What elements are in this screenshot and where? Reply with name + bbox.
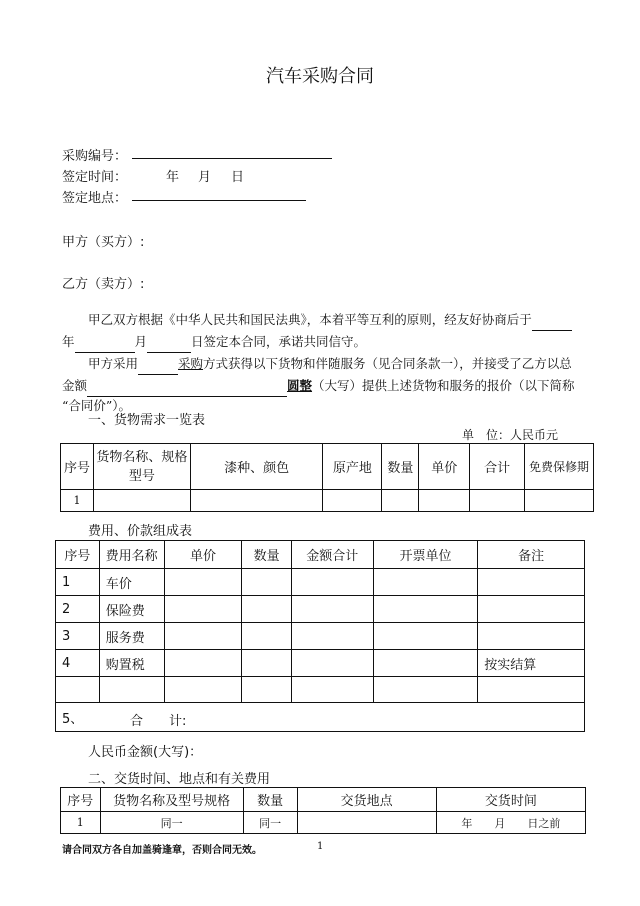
fees-cell[interactable] — [373, 569, 478, 596]
sign-month-blank[interactable] — [75, 338, 135, 353]
fees-col-amount: 金额合计 — [291, 541, 373, 569]
delivery-col-time: 交货时间 — [436, 788, 585, 812]
fees-cell[interactable] — [373, 596, 478, 623]
fees-total-no: 5、 — [62, 711, 84, 727]
fees-cell[interactable] — [373, 623, 478, 650]
section-2-title: 二、交货时间、地点和有关费用 — [88, 772, 271, 787]
fees-cell[interactable] — [242, 596, 291, 623]
goods-cell[interactable] — [190, 490, 323, 512]
delivery-cell: 同一 — [100, 812, 243, 834]
paragraph-1-text: 甲乙双方根据《中华人民共和国民法典》，本着平等互利的原则，经友好协商后于 — [88, 312, 532, 327]
goods-col-paint: 漆种、颜色 — [190, 444, 323, 490]
goods-col-no: 序号 — [61, 444, 94, 490]
fees-cell[interactable] — [373, 650, 478, 677]
purchase-method-blank[interactable] — [138, 360, 178, 375]
purchase-no-label: 采购编号： — [62, 149, 128, 164]
fees-total-cell — [56, 703, 585, 732]
fees-cell — [99, 677, 164, 703]
sign-date-day: 日 — [231, 170, 245, 185]
paragraph-4: “合同价”）。 — [62, 398, 132, 413]
sign-place-label: 签定地点： — [62, 191, 128, 206]
table-row — [56, 569, 585, 596]
goods-cell[interactable] — [525, 490, 594, 512]
fees-cell — [56, 677, 100, 703]
fees-cell[interactable] — [478, 596, 585, 623]
section-1-title: 一、货物需求一览表 — [88, 413, 206, 428]
table-row — [61, 812, 586, 834]
party-b-label: 乙方（卖方）: — [62, 277, 145, 292]
fees-cell: 1 — [56, 569, 100, 596]
fees-col-price: 单价 — [164, 541, 242, 569]
table-row — [56, 623, 585, 650]
fees-cell[interactable] — [291, 596, 373, 623]
table-row — [56, 650, 585, 677]
goods-table — [60, 443, 594, 512]
fees-cell: 车价 — [99, 569, 164, 596]
delivery-cell[interactable] — [297, 812, 436, 834]
p1-month: 月 — [134, 334, 148, 349]
goods-col-warranty: 免费保修期 — [525, 444, 594, 490]
page-title: 汽车采购合同 — [266, 66, 374, 87]
delivery-col-place: 交货地点 — [297, 788, 436, 812]
fees-cell[interactable] — [291, 677, 373, 703]
fees-cell[interactable] — [164, 650, 242, 677]
p1-rest: 日签定本合同，承诺共同信守。 — [191, 334, 367, 349]
fees-col-invoice: 开票单位 — [373, 541, 478, 569]
p3-text-a: 金额 — [62, 378, 88, 393]
delivery-col-no: 序号 — [61, 788, 101, 812]
p1-year: 年 — [62, 334, 75, 349]
goods-col-total: 合计 — [470, 444, 525, 490]
sign-year-blank[interactable] — [532, 316, 572, 331]
fees-cell: 2 — [56, 596, 100, 623]
fees-cell: 服务费 — [99, 623, 164, 650]
goods-col-name: 货物名称、规格型号 — [93, 444, 190, 490]
delivery-cell: 1 — [61, 812, 101, 834]
sign-date-month: 月 — [198, 170, 212, 185]
fees-cell[interactable] — [242, 623, 291, 650]
fees-cell[interactable] — [291, 569, 373, 596]
fees-cell[interactable] — [242, 569, 291, 596]
table-row — [61, 490, 594, 512]
goods-cell[interactable] — [382, 490, 419, 512]
sign-date-label: 签定时间： — [62, 170, 128, 185]
paragraph-1 — [62, 309, 582, 331]
paragraph-2 — [62, 353, 602, 375]
fees-cell[interactable] — [291, 650, 373, 677]
goods-table-header — [61, 444, 594, 490]
goods-cell: 1 — [61, 490, 94, 512]
fees-cell[interactable] — [478, 677, 585, 703]
fees-cell[interactable] — [478, 623, 585, 650]
fees-col-no: 序号 — [56, 541, 100, 569]
fees-cell: 4 — [56, 650, 100, 677]
fees-cell[interactable] — [373, 677, 478, 703]
fees-cell[interactable]: 按实结算 — [478, 650, 585, 677]
goods-col-origin: 原产地 — [323, 444, 382, 490]
sign-date-year: 年 — [166, 170, 180, 185]
fees-cell[interactable] — [164, 677, 242, 703]
fees-col-remark: 备注 — [478, 541, 585, 569]
fees-cell[interactable] — [164, 623, 242, 650]
fees-cell[interactable] — [478, 569, 585, 596]
table-row — [56, 596, 585, 623]
p2-text-b: 采购 — [178, 356, 204, 371]
table-row — [56, 677, 585, 703]
p3-text-c: （大写）提供上述货物和服务的报价（以下简称 — [312, 378, 575, 393]
fees-cell[interactable] — [164, 569, 242, 596]
fees-table — [55, 540, 585, 732]
delivery-cell: 同一 — [243, 812, 297, 834]
fees-col-qty: 数量 — [242, 541, 291, 569]
goods-col-price: 单价 — [419, 444, 470, 490]
paragraph-1b — [62, 331, 582, 353]
unit-note: 单 位：人民币元 — [462, 428, 559, 442]
delivery-cell[interactable]: 年 月 日之前 — [436, 812, 585, 834]
goods-col-qty: 数量 — [382, 444, 419, 490]
paragraph-3 — [62, 375, 602, 397]
fees-cell[interactable] — [242, 650, 291, 677]
delivery-col-qty: 数量 — [243, 788, 297, 812]
fees-cell: 保险费 — [99, 596, 164, 623]
p3-text-b: 圆整 — [287, 378, 313, 393]
fees-cell[interactable] — [164, 596, 242, 623]
fees-col-name: 费用名称 — [99, 541, 164, 569]
sign-day-blank[interactable] — [147, 338, 191, 353]
fees-cell[interactable] — [291, 623, 373, 650]
fees-total-label: 合 计: — [130, 714, 187, 729]
delivery-col-name: 货物名称及型号规格 — [100, 788, 243, 812]
fees-table-header — [56, 541, 585, 569]
page-number: 1 — [317, 841, 324, 852]
fees-cell[interactable] — [242, 677, 291, 703]
footer-note: 请合同双方各自加盖骑逢章，否则合同无效。 — [62, 845, 262, 856]
delivery-table-header — [61, 788, 586, 812]
rmb-amount-label: 人民币金额(大写)： — [88, 745, 203, 760]
fees-title: 费用、价款组成表 — [88, 524, 193, 539]
goods-cell[interactable] — [470, 490, 525, 512]
fees-total-row — [56, 703, 585, 732]
p2-text-c: 方式获得以下货物和伴随服务（见合同条款一），并接受了乙方以总 — [203, 356, 572, 371]
sign-place-field[interactable] — [132, 200, 306, 201]
goods-cell[interactable] — [419, 490, 470, 512]
purchase-no-field[interactable] — [132, 158, 332, 159]
fees-cell: 3 — [56, 623, 100, 650]
delivery-table — [60, 787, 586, 834]
goods-cell[interactable] — [323, 490, 382, 512]
p2-text-a: 甲方采用 — [88, 356, 139, 371]
goods-cell[interactable] — [93, 490, 190, 512]
fees-cell: 购置税 — [99, 650, 164, 677]
party-a-label: 甲方（买方）: — [62, 235, 145, 250]
